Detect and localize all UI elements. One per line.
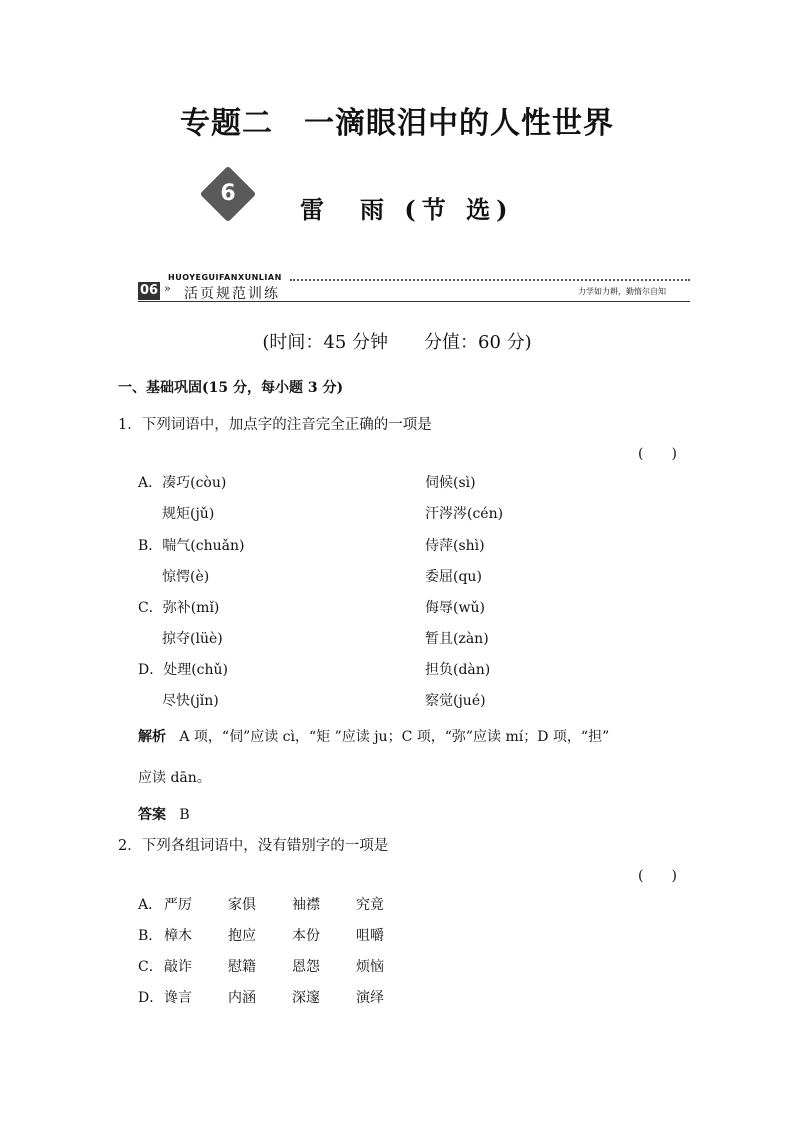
- q1-option-b-left: B．喘气(chuǎn): [138, 538, 245, 554]
- q2-option-d-word-4: 演绎: [356, 990, 384, 1006]
- q2-option-d-word-3: 深邃: [292, 990, 320, 1006]
- analysis-text: A 项，“伺”应读 cì，“矩 ”应读 ju；C 项，“弥”应读 mí；D 项，“担”: [179, 729, 610, 745]
- q1-analysis: [138, 726, 609, 746]
- q1-option-d-left: D．处理(chǔ): [138, 662, 229, 678]
- q2-option-a-label: A．: [138, 897, 163, 913]
- q2-option-c-word-3: 恩怨: [292, 959, 320, 975]
- q1-option-c-left: C．弥补(mǐ): [138, 600, 220, 616]
- q1-option-a-right-2: 汗涔涔(cén): [425, 506, 504, 522]
- lesson-number: 6: [220, 181, 236, 206]
- q2-option-c-label: C．: [138, 959, 163, 975]
- q2-option-b-label: B．: [138, 928, 163, 944]
- q1-answer: [138, 804, 190, 824]
- q2-option-b-word-3: 本份: [292, 928, 320, 944]
- question-2-answer-blank: ( ): [638, 868, 677, 884]
- answer-value: B: [179, 807, 190, 823]
- q2-option-a-word-2: 家俱: [228, 897, 256, 913]
- q2-option-c-word-2: 慰籍: [228, 959, 256, 975]
- q2-option-a-word-1: 严厉: [164, 897, 192, 913]
- q1-option-b-left-2: 惊愕(è): [162, 569, 210, 585]
- q2-option-b-word-1: 樟木: [164, 928, 192, 944]
- q1-option-d-right-2: 察觉(jué): [425, 693, 486, 709]
- banner-number-box: 06: [139, 283, 159, 298]
- analysis-label: 解析: [138, 729, 166, 745]
- q2-option-a-word-3: 袖襟: [292, 897, 320, 913]
- lesson-subtitle: 雷 雨 (节 选): [300, 195, 514, 224]
- q2-option-c-word-4: 烦恼: [356, 959, 384, 975]
- q2-option-d-word-1: 谗言: [164, 990, 192, 1006]
- banner-rule: [138, 301, 690, 302]
- page-title: 专题二 一滴眼泪中的人性世界: [180, 106, 614, 141]
- banner-arrow-icon: »: [164, 282, 171, 295]
- q2-option-b-word-2: 抱应: [228, 928, 256, 944]
- answer-label: 答案: [138, 807, 166, 823]
- q1-option-d-right: 担负(dàn): [425, 662, 491, 678]
- q1-option-d-left-2: 尽快(jǐn): [162, 693, 219, 709]
- question-2-stem: 2．下列各组词语中，没有错别字的一项是: [118, 838, 389, 854]
- banner-label: 活页规范训练: [184, 286, 280, 302]
- q1-option-a-left-2: 规矩(jǔ): [162, 506, 215, 522]
- q2-option-a-word-4: 究竟: [356, 897, 384, 913]
- q2-option-b-word-4: 咀嚼: [356, 928, 384, 944]
- q2-option-d-label: D．: [138, 990, 164, 1006]
- q1-option-c-right: 侮辱(wǔ): [425, 600, 485, 616]
- section-heading: 一、基础巩固(15 分，每小题 3 分): [118, 380, 344, 396]
- q2-option-d-word-2: 内涵: [228, 990, 256, 1006]
- q1-option-a-left: A．凑巧(còu): [138, 475, 227, 491]
- question-1-stem: 1．下列词语中，加点字的注音完全正确的一项是: [118, 417, 432, 433]
- time-score-line: (时间：45 分钟 分值：60 分): [262, 332, 532, 353]
- q1-option-b-right-2: 委屈(qu): [425, 569, 482, 585]
- q1-option-a-right: 伺候(sì): [425, 475, 476, 491]
- q1-option-b-right: 侍萍(shì): [425, 538, 485, 554]
- q1-option-c-right-2: 暂且(zàn): [425, 631, 489, 647]
- banner-dotted-rule: [290, 279, 690, 281]
- question-1-answer-blank: ( ): [638, 446, 677, 462]
- q2-option-c-word-1: 敲诈: [164, 959, 192, 975]
- q1-analysis-continued: 应读 dān。: [138, 770, 211, 786]
- q1-option-c-left-2: 掠夺(lüè): [162, 631, 223, 647]
- banner-pinyin: HUOYEGUIFANXUNLIAN: [168, 273, 282, 282]
- banner-motto: 力学如力耕，勤惰尔自知: [578, 287, 666, 296]
